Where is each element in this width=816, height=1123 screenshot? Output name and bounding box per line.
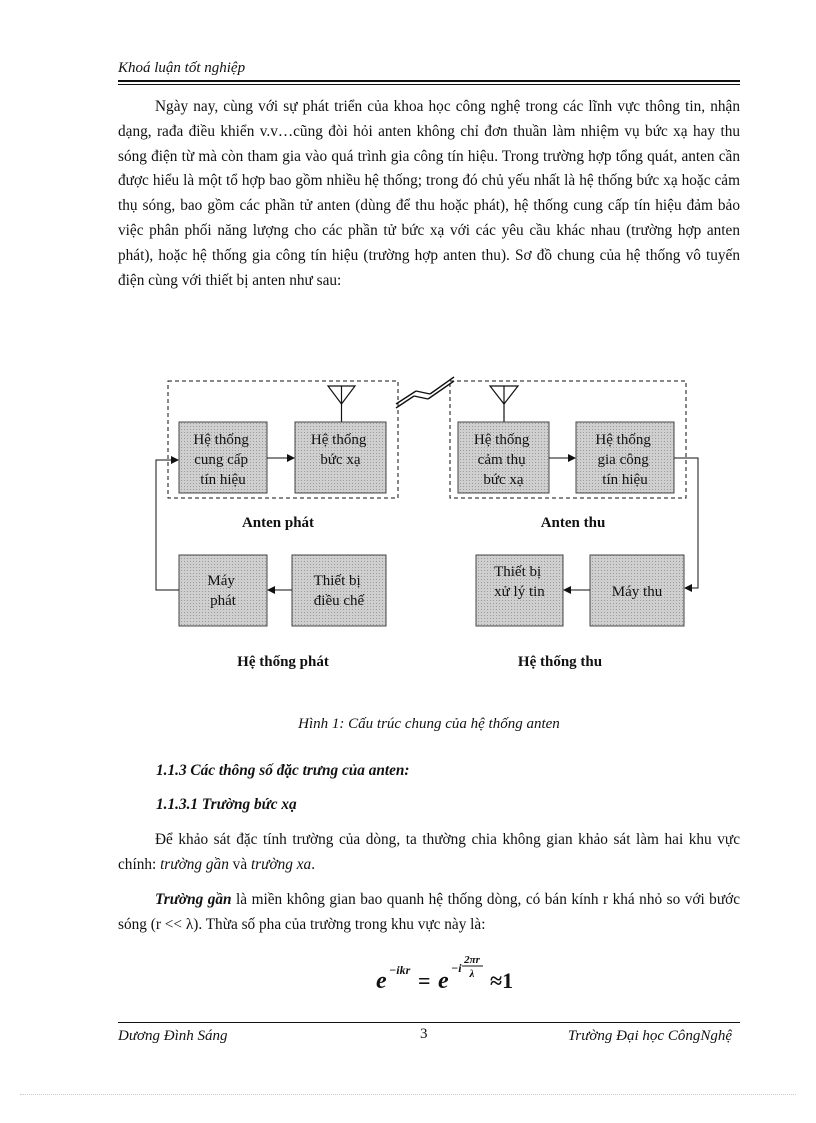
page-header	[118, 60, 740, 77]
formula-base-left: e	[376, 968, 387, 994]
box-supply-label: Hệ thống cung cấp tín hiệu	[193, 432, 249, 488]
header-rule-thick	[118, 80, 740, 82]
footer-school: Trường Đại học CôngNghệ	[567, 1028, 732, 1044]
wireless-link-icon	[396, 377, 454, 408]
page-number: 3	[420, 1026, 428, 1042]
paragraph-near-field	[118, 888, 740, 938]
box-info-processor-label: Thiết bị xử lý tin	[494, 564, 545, 600]
label-tx-antenna: Anten phát	[241, 515, 315, 531]
footer-rule	[118, 1022, 740, 1023]
box-process-label: Hệ thống gia công tín hiệu	[595, 432, 651, 488]
formula-exp-denominator: λ	[469, 968, 475, 980]
label-rx-antenna: Anten thu	[540, 515, 606, 531]
term-near-field: trường gần	[160, 855, 229, 873]
box-radiate-label: Hệ thống bức xạ	[310, 432, 367, 468]
figure-caption: Hình 1: Cấu trúc chung của hệ thống anten	[298, 716, 560, 732]
intro-paragraph: Ngày nay, cùng với sự phát triển của khoa học công nghệ trong các lĩnh vực thông tin, nhận dạng, rađa điều khiển v.v…cũng đòi hỏi anten không chỉ đơn thuần làm nhiệm vụ bức xạ hay thu sóng điện từ mà còn tham gia vào quá trình gia công tín hiệu. Trong trường hợp tổng quát, anten cần được hiểu là một tổ hợp bao gồm nhiều hệ thống; trong đó chủ yếu nhất là hệ thống bức xạ hoặc cảm thụ sóng, bao gồm các phần tử anten (dùng để thu hoặc phát), hệ thống cung cấp tín hiệu đảm bảo việc phân phối năng lượng cho các phần tử bức xạ với các yêu cầu khác nhau (trường hợp anten phát), hoặc hệ thống gia công tín hiệu (trường hợp anten thu). Sơ đồ chung của hệ thống vô tuyến điện cùng với thiết bị anten như sau:	[118, 98, 740, 289]
header-title: Khoá luận tốt nghiệp	[118, 60, 246, 76]
box-transmitter	[179, 555, 267, 626]
box-modulator-label: Thiết bị điều chế	[313, 573, 365, 609]
formula-exp-right-prefix: −i	[451, 961, 462, 975]
tx-antenna-icon	[328, 386, 355, 423]
paragraph-near-field-text: là miền không gian bao quanh hệ thống dòng, có bán kính r khá nhỏ so với bước sóng (r << λ). Thừa số pha của trường trong khu vực này là:	[118, 891, 740, 933]
section-heading-1-1-3: 1.1.3 Các thông số đặc trưng của anten:	[156, 762, 410, 779]
sentence-end: .	[311, 855, 316, 873]
phase-factor-formula	[372, 950, 532, 998]
box-sense-label: Hệ thống cảm thụ bức xạ	[473, 432, 530, 488]
label-rx-system: Hệ thống thu	[517, 654, 603, 670]
label-tx-system: Hệ thống phát	[237, 654, 329, 670]
antenna-system-diagram	[118, 360, 740, 680]
paragraph-fields-text: Để khảo sát đặc tính trường của dòng, ta thường chia không gian khảo sát làm hai khu vực chính:	[118, 831, 740, 873]
formula-approx: ≈1	[490, 968, 514, 993]
term-near-field-bold: Trường gần	[155, 891, 232, 908]
formula-equals: =	[418, 968, 431, 993]
formula-exp-left: −ikr	[389, 963, 411, 977]
paragraph-fields	[118, 828, 740, 878]
page-bottom-border	[20, 1094, 796, 1095]
section-heading-1-1-3-1: 1.1.3.1 Trường bức xạ	[156, 796, 297, 813]
box-transmitter-label: Máy phát	[207, 573, 236, 609]
term-far-field: trường xa	[250, 855, 312, 873]
formula-base-right: e	[438, 968, 449, 994]
formula-exp-numerator: 2πr	[464, 954, 480, 966]
header-rule-thin	[118, 84, 740, 85]
footer-author: Dương Đình Sáng	[118, 1028, 228, 1044]
box-modulator	[292, 555, 386, 626]
rx-antenna-icon	[490, 386, 518, 423]
conjunction: và	[228, 855, 251, 873]
box-receiver-label: Máy thu	[611, 584, 663, 600]
